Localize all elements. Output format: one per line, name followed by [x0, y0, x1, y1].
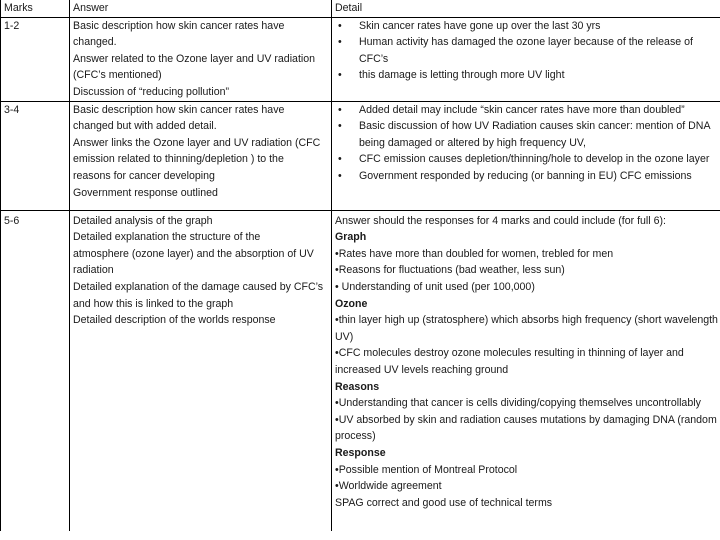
- bullet-icon: •: [335, 264, 339, 277]
- answer-line: radiation: [73, 264, 114, 277]
- bullet-icon: •: [335, 314, 339, 327]
- list-item: •CFC molecules destroy ozone molecules resulting in thinning of layer and increased UV levels reaching ground: [335, 347, 684, 376]
- list-item: •Reasons for fluctuations (bad weather, less sun): [335, 264, 565, 277]
- header-answer: Answer: [70, 0, 332, 17]
- bullet-icon: •: [335, 480, 339, 493]
- answer-line: changed.: [73, 36, 117, 49]
- list-item: • Added detail may include “skin cancer rates have more than doubled”: [332, 102, 718, 119]
- answer-line: Detailed description of the worlds response: [73, 314, 276, 327]
- answer-line: atmosphere (ozone layer) and the absorption of UV: [73, 247, 314, 260]
- answer-line: emission related to thinning/depletion ) to the: [73, 153, 284, 166]
- list-item: •UV absorbed by skin and radiation causes mutations by damaging DNA (random process): [335, 413, 717, 443]
- bullet-icon: •: [335, 247, 339, 260]
- list-item: • CFC emission causes depletion/thinning/hole to develop in the ozone layer: [332, 151, 718, 168]
- list-item: • Skin cancer rates have gone up over the last 30 yrs: [332, 18, 718, 35]
- answer-line: Answer links the Ozone layer and UV radiation (CFC: [73, 136, 321, 149]
- answer-line: Discussion of “reducing pollution”: [73, 85, 230, 98]
- bullet-icon: •: [335, 397, 339, 410]
- detail-list: [332, 18, 718, 84]
- answer-cell: [70, 17, 332, 101]
- answer-line: and how this is linked to the graph: [73, 297, 234, 310]
- header-row: [1, 0, 720, 17]
- section-heading-reasons: Reasons: [335, 380, 380, 393]
- list-item: •Understanding that cancer is cells dividing/copying themselves uncontrollably: [335, 397, 701, 410]
- answer-line: reasons for cancer developing: [73, 169, 215, 182]
- section-heading-response: Response: [335, 446, 386, 459]
- bullet-icon: •: [335, 347, 339, 360]
- bullet-icon: •: [338, 169, 342, 182]
- bullet-icon: •: [338, 19, 342, 32]
- bullet-icon: •: [335, 413, 339, 426]
- answer-line: Answer related to the Ozone layer and UV radiation: [73, 52, 316, 65]
- table-row: [1, 17, 720, 101]
- marks-cell: 3-4: [1, 101, 70, 210]
- bullet-icon: •: [338, 120, 342, 133]
- detail-intro: Answer should the responses for 4 marks and could include (for full 6):: [335, 214, 666, 227]
- answer-line: Basic description how skin cancer rates have: [73, 103, 285, 116]
- list-item: • Human activity has damaged the ozone layer because of the release of CFC’s: [338, 36, 693, 65]
- detail-cell: [332, 210, 720, 531]
- list-item: • Government responded by reducing (or banning in EU) CFC emissions: [332, 168, 718, 185]
- answer-line: Basic description how skin cancer rates have: [73, 19, 285, 32]
- section-heading-ozone: Ozone: [335, 297, 368, 310]
- answer-line: changed but with added detail.: [73, 120, 217, 133]
- answer-line: Detailed analysis of the graph: [73, 214, 213, 227]
- detail-list: [332, 102, 718, 185]
- header-detail: Detail: [332, 0, 720, 17]
- bullet-icon: •: [335, 280, 339, 293]
- bullet-icon: •: [338, 103, 342, 116]
- answer-line: Government response outlined: [73, 186, 218, 199]
- list-item: •thin layer high up (stratosphere) which absorbs high frequency (short wavelength UV): [335, 314, 718, 343]
- detail-cell: [332, 101, 720, 210]
- bullet-icon: •: [338, 153, 342, 166]
- answer-line: Detailed explanation of the damage caused by CFC’s: [73, 280, 324, 293]
- list-item: • Understanding of unit used (per 100,000): [335, 280, 535, 293]
- table-row: [1, 210, 720, 531]
- list-item: • Basic discussion of how UV Radiation causes skin cancer: mention of DNA being damaged or altered by high frequency UV,: [338, 120, 710, 149]
- list-item: •Rates have more than doubled for women, trebled for men: [335, 247, 614, 260]
- section-heading-graph: Graph: [335, 231, 367, 244]
- answer-cell: [70, 210, 332, 531]
- list-item: •Worldwide agreement: [335, 480, 442, 493]
- bullet-icon: •: [335, 463, 339, 476]
- table-row: [1, 101, 720, 210]
- marks-cell: 5-6: [1, 210, 70, 531]
- bullet-icon: •: [338, 36, 342, 49]
- answer-cell: [70, 101, 332, 210]
- bullet-icon: •: [338, 69, 342, 82]
- list-item: • this damage is letting through more UV light: [332, 67, 718, 84]
- answer-line: (CFC’s mentioned): [73, 69, 162, 82]
- marks-cell: 1-2: [1, 17, 70, 101]
- header-marks: Marks: [1, 0, 70, 17]
- list-item: •Possible mention of Montreal Protocol: [335, 463, 518, 476]
- answer-line: Detailed explanation the structure of the: [73, 231, 261, 244]
- detail-cell: [332, 17, 720, 101]
- spag-note: SPAG correct and good use of technical terms: [335, 496, 553, 509]
